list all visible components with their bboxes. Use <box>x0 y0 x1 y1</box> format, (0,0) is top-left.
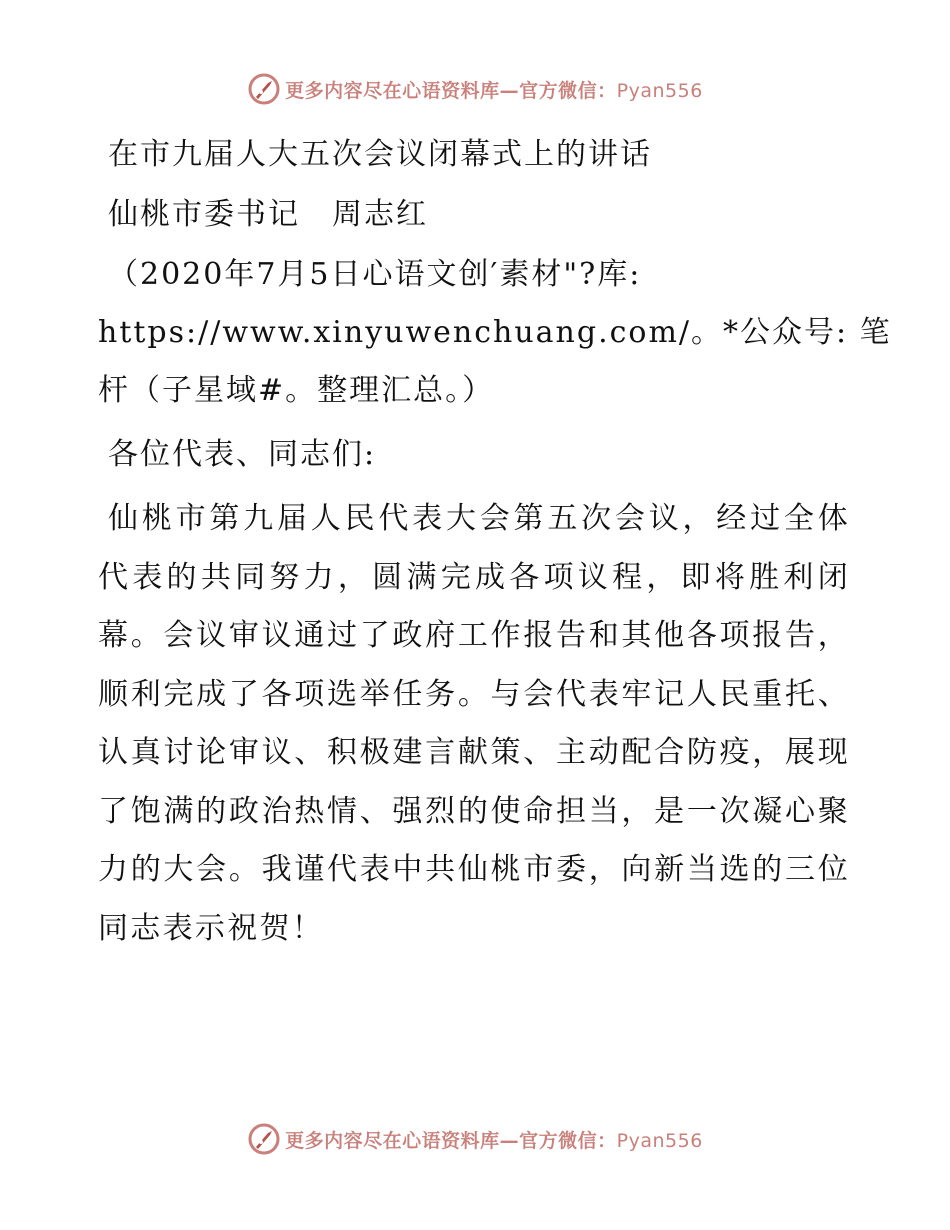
paragraph-1: 仙桃市第九届人民代表大会第五次会议，经过全体代表的共同努力，圆满完成各项议程，即将胜利闭幕。会议审议通过了政府工作报告和其他各项报告，顺利完成了各项选举任务。与会代表牢记人民重托、认真讨论审议、积极建言献策、主动配合防疫，展现了饱满的政治热情、强烈的使命担当，是一次凝心聚力的大会。我谨代表中共仙桃市委，向新当选的三位同志表示祝贺！ <box>98 501 850 946</box>
source-line-1: （2020年7月5日心语文创′素材"?库: <box>108 257 642 292</box>
header-watermark <box>0 72 950 106</box>
document-body <box>98 126 892 958</box>
pen-nib-logo-icon <box>247 1122 281 1156</box>
source-line-2: https://www.xinyuwenchuang.com/。*公众号: 笔 <box>98 315 892 350</box>
watermark-text: 更多内容尽在心语资料库—官方微信：Pyan556 <box>285 1129 703 1152</box>
document-author: 仙桃市委书记 周志红 <box>108 197 428 232</box>
document-title: 在市九届人大五次会议闭幕式上的讲话 <box>108 137 652 172</box>
source-line-3: 杆（子星域#。整理汇总。） <box>98 373 495 408</box>
watermark-text: 更多内容尽在心语资料库—官方微信：Pyan556 <box>285 79 703 102</box>
salutation: 各位代表、同志们: <box>108 437 377 472</box>
pen-nib-logo-icon <box>247 72 281 106</box>
footer-watermark <box>0 1122 950 1156</box>
